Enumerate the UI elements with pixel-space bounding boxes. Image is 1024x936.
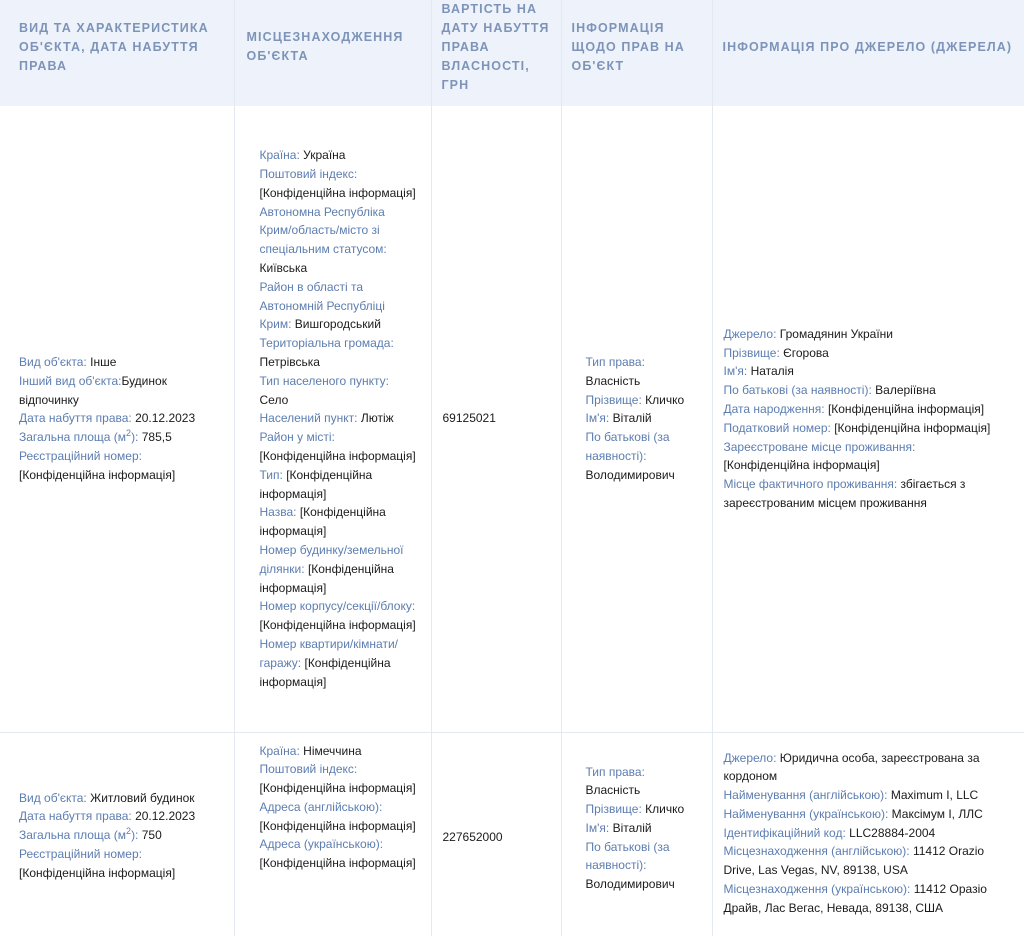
owner-surname: Кличко [645, 392, 685, 407]
source-location-en: 11412 Orazio Drive, Las Vegas, NV, 89138, USA [723, 844, 985, 878]
header-value: ВАРТІСТЬ НА ДАТУ НАБУТТЯ ПРАВА ВЛАСНОСТІ, ГРН [431, 0, 561, 106]
area-label: Загальна площа $(м^2)$: [19, 428, 139, 445]
area-value: 750 [141, 828, 162, 843]
owner-name: Віталій [612, 411, 652, 426]
region: Київська [259, 260, 308, 275]
header-location: МІСЦЕЗНАХОДЖЕННЯ ОБ'ЄКТА [234, 0, 431, 106]
source-dob-label: Дата народження: [723, 401, 825, 416]
acquisition-date: 20.12.2023 [135, 809, 196, 824]
source: Громадянин України [779, 326, 893, 341]
value-cell [431, 106, 561, 732]
owner-patronymic-label: По батькові (за наявності): [585, 430, 670, 463]
source-name-label: Ім'я: [723, 364, 748, 379]
source-patronymic-label: По батькові (за наявності): [723, 383, 872, 398]
right-type: Власність [585, 783, 641, 798]
object-type: Житловий будинок [90, 790, 195, 805]
owner-surname: Кличко [645, 802, 685, 817]
right-type-label: Тип права: [585, 764, 645, 779]
country-label: Країна: [259, 743, 300, 758]
source-name: Наталія [750, 364, 794, 379]
right-type-label: Тип права: [585, 354, 645, 369]
owner-name-label: Ім'я: [585, 820, 610, 835]
source-label: Джерело: [723, 326, 777, 341]
registration-number-label: Реєстраційний номер: [19, 448, 142, 463]
source-name-ua: Максімум I, ЛЛС [891, 806, 983, 821]
source-tax: [Конфіденційна інформація] [834, 420, 991, 435]
object-cell [0, 732, 234, 936]
object-type-label: Вид об'єкта: [19, 790, 87, 805]
address-en: [Конфіденційна інформація] [259, 818, 416, 833]
header-source: ІНФОРМАЦІЯ ПРО ДЖЕРЕЛО (ДЖЕРЕЛА) [712, 0, 1024, 106]
address-ua-label: Адреса (українською): [259, 837, 384, 852]
area-label: Загальна площа $(м^2)$: [19, 826, 139, 843]
owner-name-label: Ім'я: [585, 411, 610, 426]
object-other-label: Інший вид об'єкта: [19, 373, 122, 388]
country: Німеччина [303, 743, 362, 758]
registration-number: [Конфіденційна інформація] [19, 467, 176, 482]
owner-patronymic: Володимирович [585, 467, 675, 482]
address-en-label: Адреса (англійською): [259, 799, 383, 814]
table-row [0, 732, 1024, 936]
location-cell [234, 732, 431, 936]
street-label: Назва: [259, 505, 297, 520]
postal: [Конфіденційна інформація] [259, 185, 416, 200]
value-cell [431, 732, 561, 936]
source-label: Джерело: [723, 750, 777, 765]
object-other: Будинок відпочинку [19, 373, 167, 407]
source-actual-address-label: Місце фактичного проживання: [723, 477, 898, 492]
registration-number-label: Реєстраційний номер: [19, 846, 142, 861]
source-id: LLC28884-2004 [849, 825, 936, 840]
right-type: Власність [585, 373, 641, 388]
community: Петрівська [259, 354, 320, 369]
source-reg-address: [Конфіденційна інформація] [723, 458, 880, 473]
source-dob: [Конфіденційна інформація] [827, 401, 985, 416]
source-tax-label: Податковий номер: [723, 420, 831, 435]
acquisition-date-label: Дата набуття права: [19, 809, 132, 824]
table-header-row [0, 0, 1024, 106]
country-label: Країна: [259, 148, 300, 163]
owner-surname-label: Прізвище: [585, 802, 642, 817]
city-district-label: Район у місті: [259, 430, 335, 445]
community-label: Територіальна громада: [259, 336, 394, 351]
postal: [Конфіденційна інформація] [259, 781, 416, 796]
address-ua: [Конфіденційна інформація] [259, 856, 416, 871]
acquisition-date-label: Дата набуття права: [19, 411, 132, 426]
street: [Конфіденційна інформація] [259, 505, 386, 539]
source-name-en: Maximum I, LLC [890, 788, 979, 803]
source-surname-label: Прізвище: [723, 345, 780, 360]
value-amount: 227652000 [442, 829, 503, 844]
country: Україна [303, 148, 346, 163]
owner-patronymic-label: По батькові (за наявності): [585, 839, 670, 873]
source-id-label: Ідентифікаційний код: [723, 825, 846, 840]
registration-number: [Конфіденційна інформація] [19, 865, 176, 880]
object-cell [0, 106, 234, 732]
source-actual-address: збігається з зареєстрованим місцем проживання [723, 477, 966, 510]
source: Юридична особа, зареєстрована за кордоном [723, 750, 980, 784]
value-amount: 69125021 [442, 411, 496, 426]
source-location-en-label: Місцезнаходження (англійською): [723, 844, 910, 859]
source-patronymic: Валеріївна [875, 383, 936, 398]
object-type-label: Вид об'єкта: [19, 354, 87, 369]
settlement-type-label: Тип населеного пункту: [259, 373, 389, 388]
street-type: [Конфіденційна інформація] [259, 467, 373, 501]
region-label: Автономна Республіка Крим/область/місто зі спеціальним статусом: [259, 204, 387, 257]
source-reg-address-label: Зареєстроване місце проживання: [723, 439, 916, 454]
header-rights: ІНФОРМАЦІЯ ЩОДО ПРАВ НА ОБ'ЄКТ [561, 0, 712, 106]
building-label: Номер будинку/земельної ділянки: [259, 542, 404, 576]
street-type-label: Тип: [259, 467, 283, 482]
source-cell [712, 106, 1024, 732]
rights-cell [561, 106, 712, 732]
postal-label: Поштовий індекс: [259, 762, 358, 777]
source-location-ua: 11412 Оразіо Драйв, Лас Вегас, Невада, 89138, США [723, 882, 987, 915]
owner-surname-label: Прізвище: [585, 392, 642, 407]
source-cell [712, 732, 1024, 936]
block-label: Номер корпусу/секції/блоку: [259, 599, 416, 614]
settlement-type: Село [259, 392, 289, 407]
source-name-ua-label: Найменування (українською): [723, 806, 889, 821]
location-cell [234, 106, 431, 732]
building: [Конфіденційна інформація] [259, 561, 394, 595]
area-value: 785,5 [141, 430, 172, 445]
table-row [0, 106, 1024, 732]
source-name-en-label: Найменування (англійською): [723, 788, 888, 803]
block: [Конфіденційна інформація] [259, 618, 416, 633]
acquisition-date: 20.12.2023 [135, 411, 196, 426]
district: Вишгородський [294, 317, 381, 332]
object-type: Інше [90, 354, 117, 369]
header-object: ВИД ТА ХАРАКТЕРИСТИКА ОБ'ЄКТА, ДАТА НАБУТТЯ ПРАВА [0, 0, 234, 106]
owner-patronymic: Володимирович [585, 877, 675, 892]
settlement: Лютіж [360, 411, 394, 426]
apartment-label: Номер квартири/кімнати/гаражу: [259, 636, 398, 670]
source-surname: Єгорова [783, 345, 829, 360]
rights-cell [561, 732, 712, 936]
postal-label: Поштовий індекс: [259, 166, 358, 181]
city-district: [Конфіденційна інформація] [259, 448, 416, 463]
source-location-ua-label: Місцезнаходження (українською): [723, 882, 911, 897]
settlement-label: Населений пункт: [259, 411, 358, 426]
owner-name: Віталій [612, 820, 652, 835]
district-label: Район в області та Автономній Республіці Крим: [259, 279, 385, 332]
apartment: [Конфіденційна інформація] [259, 655, 391, 689]
